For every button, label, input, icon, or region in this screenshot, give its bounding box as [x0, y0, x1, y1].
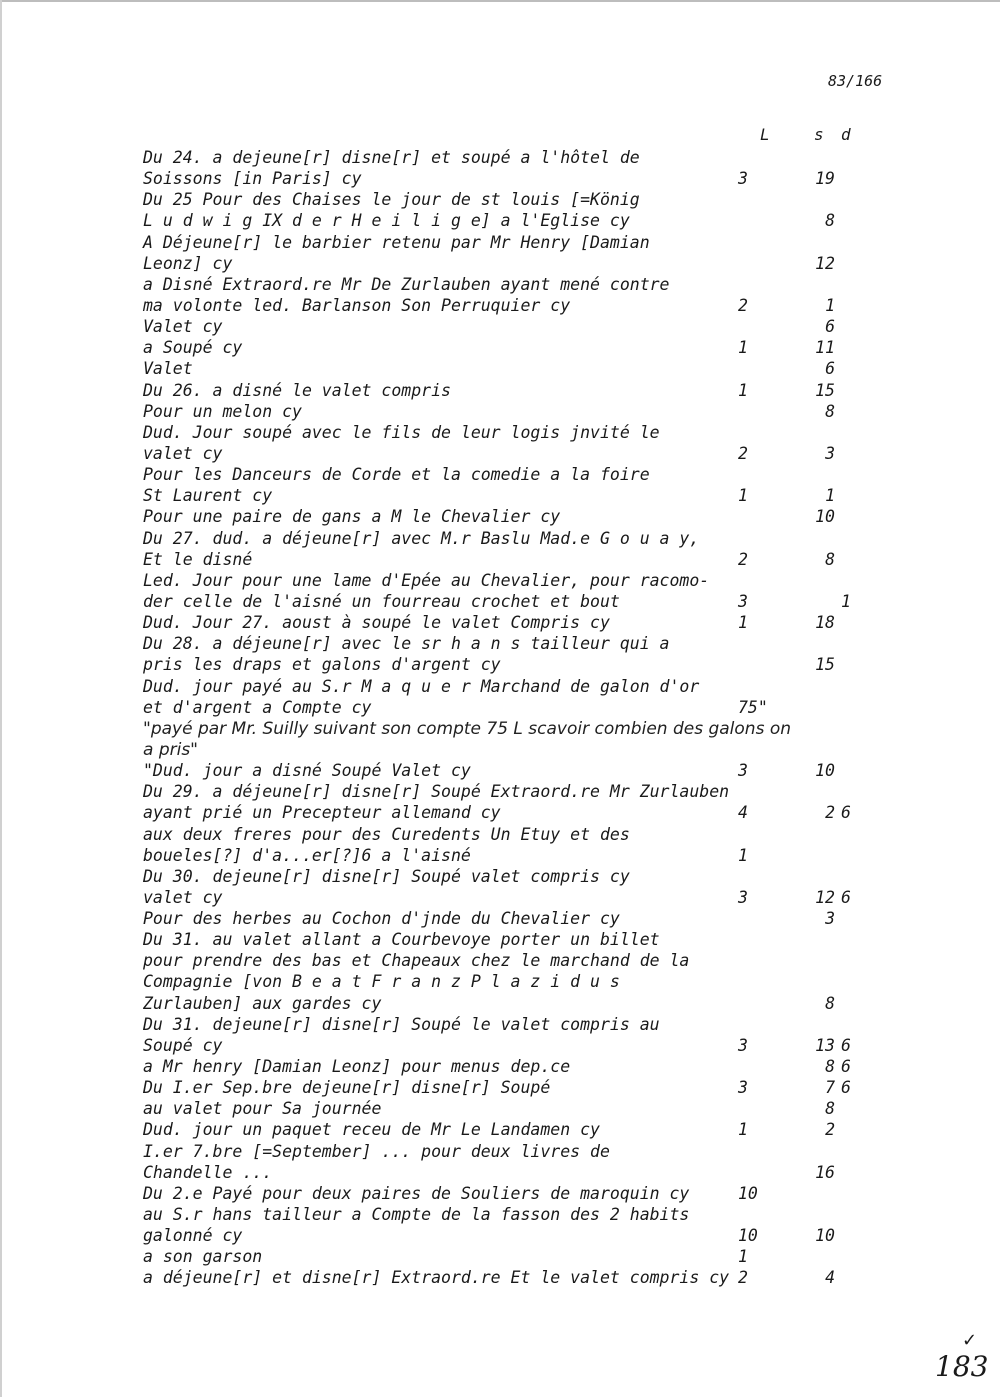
ledger-line	[143, 529, 903, 550]
amount-sols: 3	[825, 443, 835, 463]
ledger-line	[143, 254, 903, 275]
page-edge-top	[0, 0, 1000, 2]
ledger-line	[143, 550, 903, 571]
amount-deniers: 6	[841, 887, 851, 907]
entry-text: Soupé cy	[143, 1035, 223, 1055]
entry-text: Pour des herbes au Cochon d'jnde du Chevalier cy	[143, 909, 620, 929]
entry-text: Led. Jour pour une lame d'Epée au Chevalier, pour racomo-	[143, 570, 710, 590]
ledger-line	[143, 148, 903, 169]
ledger-line	[143, 338, 903, 359]
entry-text: au S.r hans tailleur a Compte de la fasson des 2 habits	[143, 1205, 690, 1225]
entry-text: ayant prié un Precepteur allemand cy	[143, 803, 501, 823]
ledger-line	[143, 655, 903, 676]
ledger-line	[143, 1036, 903, 1057]
ledger-line	[143, 1015, 903, 1036]
handwritten-note-line	[143, 740, 903, 761]
amount-sols: 15	[815, 380, 835, 400]
amount-livres: 1	[738, 845, 748, 865]
ledger-line	[143, 1247, 903, 1268]
entry-text: pris les draps et galons d'argent cy	[143, 655, 501, 675]
ledger-line	[143, 507, 903, 528]
ledger-line	[143, 592, 903, 613]
entry-text: Compagnie [von B e a t F r a n z P l a z i d u s	[143, 972, 620, 992]
amount-sols: 15	[815, 655, 835, 675]
entry-text: Pour les Danceurs de Corde et la comedie a la foire	[143, 465, 650, 485]
ledger-line	[143, 190, 903, 211]
ledger-line	[143, 888, 903, 909]
amount-sols: 10	[815, 507, 835, 527]
entry-text: der celle de l'aisné un fourreau crochet et bout	[143, 591, 620, 611]
ledger-line	[143, 381, 903, 402]
amount-deniers: 6	[841, 1078, 851, 1098]
amount-livres: 3	[738, 887, 748, 907]
amount-livres: 2	[738, 443, 748, 463]
amount-sols: 8	[825, 549, 835, 569]
amount-sols: 12	[815, 253, 835, 273]
entry-text: aux deux freres pour des Curedents Un Etuy et des	[143, 824, 630, 844]
column-header-sols: s	[814, 125, 824, 144]
entry-text: Et le disné	[143, 549, 253, 569]
entry-text: valet cy	[143, 443, 223, 463]
ledger-line	[143, 296, 903, 317]
page-number: 83/166	[828, 72, 883, 90]
ledger-line	[143, 803, 903, 824]
ledger-line	[143, 571, 903, 592]
ledger-line	[143, 782, 903, 803]
amount-livres: 2	[738, 1268, 748, 1288]
entry-text: Dud. jour un paquet receu de Mr Le Landamen cy	[143, 1120, 600, 1140]
amount-deniers: 6	[841, 803, 851, 823]
amount-livres: 1	[738, 486, 748, 506]
ledger-line	[143, 972, 903, 993]
folio-number: 183	[935, 1350, 989, 1383]
ledger-line	[143, 486, 903, 507]
amount-livres: 2	[738, 549, 748, 569]
amount-sols: 1	[825, 486, 835, 506]
amount-sols: 6	[825, 359, 835, 379]
amount-livres: 1	[738, 1120, 748, 1140]
ledger-line	[143, 169, 903, 190]
entry-text: St Laurent cy	[143, 486, 273, 506]
entry-text: pour prendre des bas et Chapeaux chez le marchand de la	[143, 951, 690, 971]
amount-livres: 10	[738, 1226, 758, 1246]
amount-deniers: 6	[841, 1057, 851, 1077]
ledger-line	[143, 211, 903, 232]
ledger-line	[143, 1120, 903, 1141]
entry-text: a Mr henry [Damian Leonz] pour menus dep.ce	[143, 1057, 571, 1077]
ledger-line	[143, 233, 903, 254]
amount-livres: 4	[738, 803, 748, 823]
folio-checkmark: ✓	[962, 1330, 978, 1351]
ledger-line	[143, 1268, 903, 1289]
entry-text: Du 31. dejeune[r] disne[r] Soupé le valet compris au	[143, 1014, 660, 1034]
entry-text: Pour un melon cy	[143, 401, 302, 421]
entry-text: Du 27. dud. a déjeune[r] avec M.r Baslu Mad.e G o u a y,	[143, 528, 700, 548]
entry-text: Du 29. a déjeune[r] disne[r] Soupé Extraord.re Mr Zurlauben	[143, 782, 730, 802]
entry-text: Du 26. a disné le valet compris	[143, 380, 451, 400]
entry-text: "payé par Mr. Suilly suivant son compte 75 L scavoir combien des galons on	[143, 718, 792, 739]
amount-sols: 8	[825, 401, 835, 421]
amount-livres: 3	[738, 1078, 748, 1098]
column-header-deniers: d	[841, 125, 851, 144]
amount-sols: 16	[815, 1162, 835, 1182]
ledger-line	[143, 698, 903, 719]
amount-sols: 8	[825, 211, 835, 231]
amount-sols: 7	[825, 1078, 835, 1098]
ledger-line	[143, 909, 903, 930]
entry-text: a Soupé cy	[143, 338, 243, 358]
ledger-line	[143, 402, 903, 423]
entry-text: au valet pour Sa journée	[143, 1099, 382, 1119]
amount-livres: 1	[738, 613, 748, 633]
amount-livres: 3	[738, 169, 748, 189]
amount-livres: 2	[738, 295, 748, 315]
amount-livres: 75"	[738, 697, 768, 717]
ledger-line	[143, 1184, 903, 1205]
entry-text: Dud. Jour soupé avec le fils de leur logis jnvité le	[143, 422, 660, 442]
amount-sols: 19	[815, 169, 835, 189]
entry-text: "Dud. jour a disné Soupé Valet cy	[143, 761, 471, 781]
ledger-line	[143, 677, 903, 698]
entry-text: Du 2.e Payé pour deux paires de Souliers de maroquin cy	[143, 1183, 690, 1203]
entry-text: Zurlauben] aux gardes cy	[143, 993, 382, 1013]
amount-sols: 10	[815, 1226, 835, 1246]
amount-livres: 3	[738, 591, 748, 611]
entry-text: Leonz] cy	[143, 253, 233, 273]
entry-text: a Disné Extraord.re Mr De Zurlauben ayant mené contre	[143, 274, 670, 294]
ledger-line	[143, 1078, 903, 1099]
ledger-line	[143, 317, 903, 338]
ledger-line	[143, 1205, 903, 1226]
entry-text: Du 24. a dejeune[r] disne[r] et soupé a l'hôtel de	[143, 148, 640, 167]
entry-text: et d'argent a Compte cy	[143, 697, 372, 717]
entry-text: A Déjeune[r] le barbier retenu par Mr Henry [Damian	[143, 232, 650, 252]
entry-text: Chandelle ...	[143, 1162, 273, 1182]
entry-text: Du 28. a déjeune[r] avec le sr h a n s tailleur qui a	[143, 634, 670, 654]
entry-text: Du I.er Sep.bre dejeune[r] disne[r] Soupé	[143, 1078, 551, 1098]
ledger-line	[143, 465, 903, 486]
ledger-line	[143, 994, 903, 1015]
amount-sols: 10	[815, 761, 835, 781]
amount-deniers: 1	[841, 591, 851, 611]
ledger-line	[143, 846, 903, 867]
entry-text: Valet	[143, 359, 193, 379]
ledger-line	[143, 867, 903, 888]
amount-sols: 8	[825, 993, 835, 1013]
amount-livres: 1	[738, 338, 748, 358]
ledger-line	[143, 613, 903, 634]
entry-text: boueles[?] d'a...er[?]6 a l'aisné	[143, 845, 471, 865]
entry-text: Dud. Jour 27. aoust à soupé le valet Compris cy	[143, 613, 610, 633]
entry-text: valet cy	[143, 887, 223, 907]
ledger-line	[143, 359, 903, 380]
amount-livres: 10	[738, 1183, 758, 1203]
amount-sols: 12	[815, 887, 835, 907]
entry-text: a son garson	[143, 1247, 263, 1267]
amount-sols: 8	[825, 1057, 835, 1077]
amount-sols: 11	[815, 338, 835, 358]
amount-sols: 1	[825, 295, 835, 315]
entry-text: L u d w i g IX d e r H e i l i g e] a l'Eglise cy	[143, 211, 630, 231]
amount-livres: 1	[738, 380, 748, 400]
entry-text: a déjeune[r] et disne[r] Extraord.re Et le valet compris cy	[143, 1268, 730, 1288]
entry-text: Soissons [in Paris] cy	[143, 169, 362, 189]
ledger-line	[143, 1163, 903, 1184]
ledger-line	[143, 1226, 903, 1247]
ledger-line	[143, 1057, 903, 1078]
entry-text: Du 31. au valet allant a Courbevoye porter un billet	[143, 930, 660, 950]
handwritten-note-line	[143, 719, 903, 740]
amount-sols: 8	[825, 1099, 835, 1119]
ledger-line	[143, 1142, 903, 1163]
ledger-line	[143, 444, 903, 465]
ledger-line	[143, 761, 903, 782]
ledger-line	[143, 1099, 903, 1120]
page-edge-left	[0, 0, 2, 1397]
entry-text: Du 30. dejeune[r] disne[r] Soupé valet compris cy	[143, 866, 630, 886]
amount-sols: 13	[815, 1035, 835, 1055]
ledger-line	[143, 825, 903, 846]
ledger-line	[143, 423, 903, 444]
entry-text: ma volonte led. Barlanson Son Perruquier cy	[143, 295, 571, 315]
entry-text: Pour une paire de gans a M le Chevalier cy	[143, 507, 561, 527]
entry-text: galonné cy	[143, 1226, 243, 1246]
entry-text: I.er 7.bre [=September] ... pour deux livres de	[143, 1141, 610, 1161]
ledger-line	[143, 634, 903, 655]
ledger-line	[143, 275, 903, 296]
amount-sols: 2	[825, 803, 835, 823]
amount-sols: 6	[825, 317, 835, 337]
ledger-line	[143, 951, 903, 972]
ledger-line	[143, 930, 903, 951]
entry-text: Valet cy	[143, 317, 223, 337]
amount-livres: 3	[738, 1035, 748, 1055]
amount-sols: 18	[815, 613, 835, 633]
entry-text: Du 25 Pour des Chaises le jour de st louis [=König	[143, 190, 640, 210]
account-ledger	[143, 148, 903, 1290]
amount-deniers: 6	[841, 1035, 851, 1055]
column-header-livres: L	[760, 125, 770, 144]
amount-sols: 2	[825, 1120, 835, 1140]
entry-text: Dud. jour payé au S.r M a q u e r Marchand de galon d'or	[143, 676, 700, 696]
amount-sols: 3	[825, 909, 835, 929]
entry-text: a pris"	[143, 739, 199, 760]
amount-livres: 3	[738, 761, 748, 781]
amount-livres: 1	[738, 1247, 748, 1267]
amount-sols: 4	[825, 1268, 835, 1288]
